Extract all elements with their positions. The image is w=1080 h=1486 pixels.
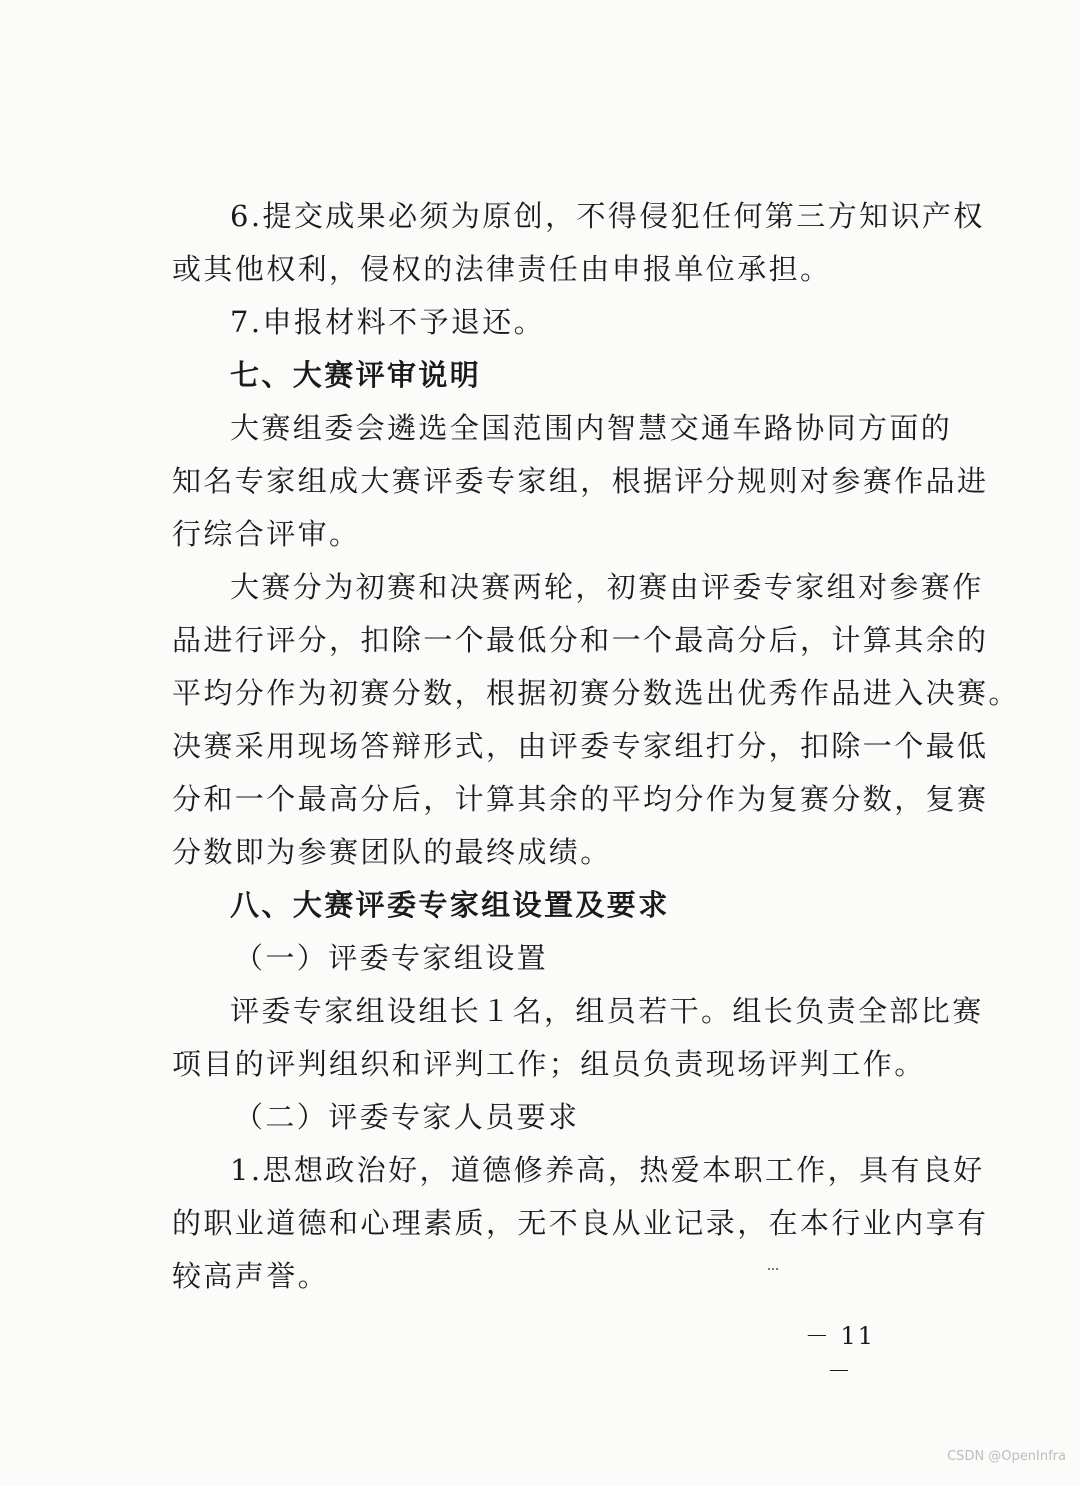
watermark: CSDN @OpenInfra xyxy=(947,1449,1066,1464)
paragraph-line: 项目的评判组织和评判工作；组员负责现场评判工作。 xyxy=(172,1047,926,1081)
paragraph-line: 的职业道德和心理素质，无不良从业记录，在本行业内享有 xyxy=(172,1206,989,1240)
paragraph-line: 行综合评审。 xyxy=(172,517,361,551)
page-number: － 11 － xyxy=(804,1322,876,1385)
paragraph-line: 大赛分为初赛和决赛两轮，初赛由评委专家组对参赛作 xyxy=(230,570,984,604)
subsection-heading: （一）评委专家组设置 xyxy=(234,941,549,975)
paragraph-line: 大赛组委会遴选全国范围内智慧交通车路协同方面的 xyxy=(230,411,953,445)
document-body xyxy=(172,190,1020,1303)
paragraph-line: 或其他权利，侵权的法律责任由申报单位承担。 xyxy=(172,252,832,286)
paragraph-line: 评委专家组设组长１名，组员若干。组长负责全部比赛 xyxy=(230,994,984,1028)
paragraph-line: 较高声誉。 xyxy=(172,1259,330,1293)
section-heading: 八、大赛评委专家组设置及要求 xyxy=(230,888,670,922)
paragraph-line: 品进行评分，扣除一个最低分和一个最高分后，计算其余的 xyxy=(172,623,989,657)
paragraph-line: 1.思想政治好，道德修养高，热爱本职工作，具有良好 xyxy=(230,1153,985,1187)
paragraph-line: 7.申报材料不予退还。 xyxy=(230,305,546,339)
subsection-heading: （二）评委专家人员要求 xyxy=(234,1100,580,1134)
paragraph-line: 平均分作为初赛分数，根据初赛分数选出优秀作品进入决赛。 xyxy=(172,676,1020,710)
paragraph-line: 6.提交成果必须为原创，不得侵犯任何第三方知识产权 xyxy=(230,199,985,233)
paragraph-line: 知名专家组成大赛评委专家组，根据评分规则对参赛作品进 xyxy=(172,464,989,498)
paragraph-line: 分和一个最高分后，计算其余的平均分作为复赛分数，复赛 xyxy=(172,782,989,816)
scan-speck xyxy=(768,1268,778,1273)
paragraph-line: 分数即为参赛团队的最终成绩。 xyxy=(172,835,612,869)
section-heading: 七、大赛评审说明 xyxy=(230,358,482,392)
paragraph-line: 决赛采用现场答辩形式，由评委专家组打分，扣除一个最低 xyxy=(172,729,989,763)
